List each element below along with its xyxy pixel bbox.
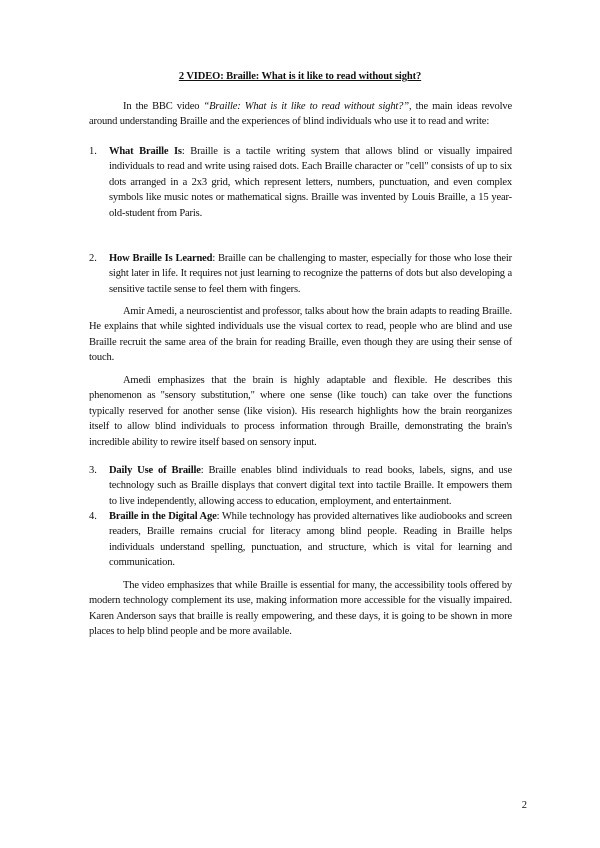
list-term-2: How Braille Is Learned [109, 253, 213, 264]
list-text-1: : Braille is a tactile writing system that allows blind or visually impaired individuals to read and write using raised dots. Each Braille character or "cell" consists of up to six dots arranged in a 2x3 grid, which represent letters, numbers, punctuation, and even complex symbols like music notes or mathematical signs. Braille was invented by Louis Braille, a 15 year-old-student from Paris. [109, 146, 512, 219]
list-text-2: : Braille can be challenging to master, especially for those who lose their sight later in life. It requires not just learning to recognize the patterns of dots but also developing a sensitive tactile sense to feel them with fingers. [109, 253, 512, 295]
list-item-1 [109, 144, 512, 221]
list-number-2: 2. [89, 253, 97, 264]
list-number-4: 4. [89, 511, 97, 522]
list-item-2 [109, 251, 512, 297]
video-title-quote: “Braille: What is it like to read without sight?” [203, 101, 409, 112]
list-term-4: Braille in the Digital Age [109, 511, 217, 522]
list-term-1: What Braille Is [109, 146, 182, 157]
page-number: 2 [521, 800, 527, 811]
intro-text-start: In the BBC video [123, 101, 204, 112]
list-number-3: 3. [89, 465, 97, 476]
conclusion-paragraph: The video emphasizes that while Braille is essential for many, the accessibility tools offered by modern technology complement its use, making information more accessible for the visually impaired. Karen Anderson says that braille is really empowering, and these days, it is going to be shown in more places to help blind people and be more available. [89, 580, 512, 638]
list-text-4: : While technology has provided alternatives like audiobooks and screen readers, Braille remains crucial for literacy among blind people. Reading in Braille helps individuals understand spelling, punctuation, and structure, which is vital for learning and communication. [109, 511, 512, 569]
document-title: 2 VIDEO: Braille: What is it like to read without sight? [178, 71, 422, 82]
intro-paragraph [89, 99, 512, 130]
amedi-paragraph-2: Amedi emphasizes that the brain is highly adaptable and flexible. He describes this phenomenon as "sensory substitution," where one sense (like touch) can take over the functions typically reserved for another sense (like vision). His research highlights how the brain reorganizes itself to allow blind individuals to process information through Braille, demonstrating the brain's incredible ability to rewire itself based on sensory input. [89, 375, 512, 448]
intro-text-end: , the main ideas revolve around understanding Braille and the experiences of blind individuals who use it to read and write: [89, 101, 512, 128]
list-item-4 [109, 509, 512, 571]
list-number-1: 1. [89, 146, 97, 157]
list-text-3: : Braille enables blind individuals to read books, labels, signs, and use technology such as Braille displays that convert digital text into tactile Braille. It empowers them to live independently, allowing access to education, employment, and entertainment. [109, 465, 512, 507]
list-item-3 [109, 463, 512, 509]
list-term-3: Daily Use of Braille [109, 465, 201, 476]
amedi-paragraph-1: Amir Amedi, a neuroscientist and professor, talks about how the brain adapts to reading Braille. He explains that while sighted individuals use the visual cortex to read, people who are blind and use Braille recruit the same area of the brain for reading Braille, even though they are using their sense of touch. [89, 306, 512, 364]
